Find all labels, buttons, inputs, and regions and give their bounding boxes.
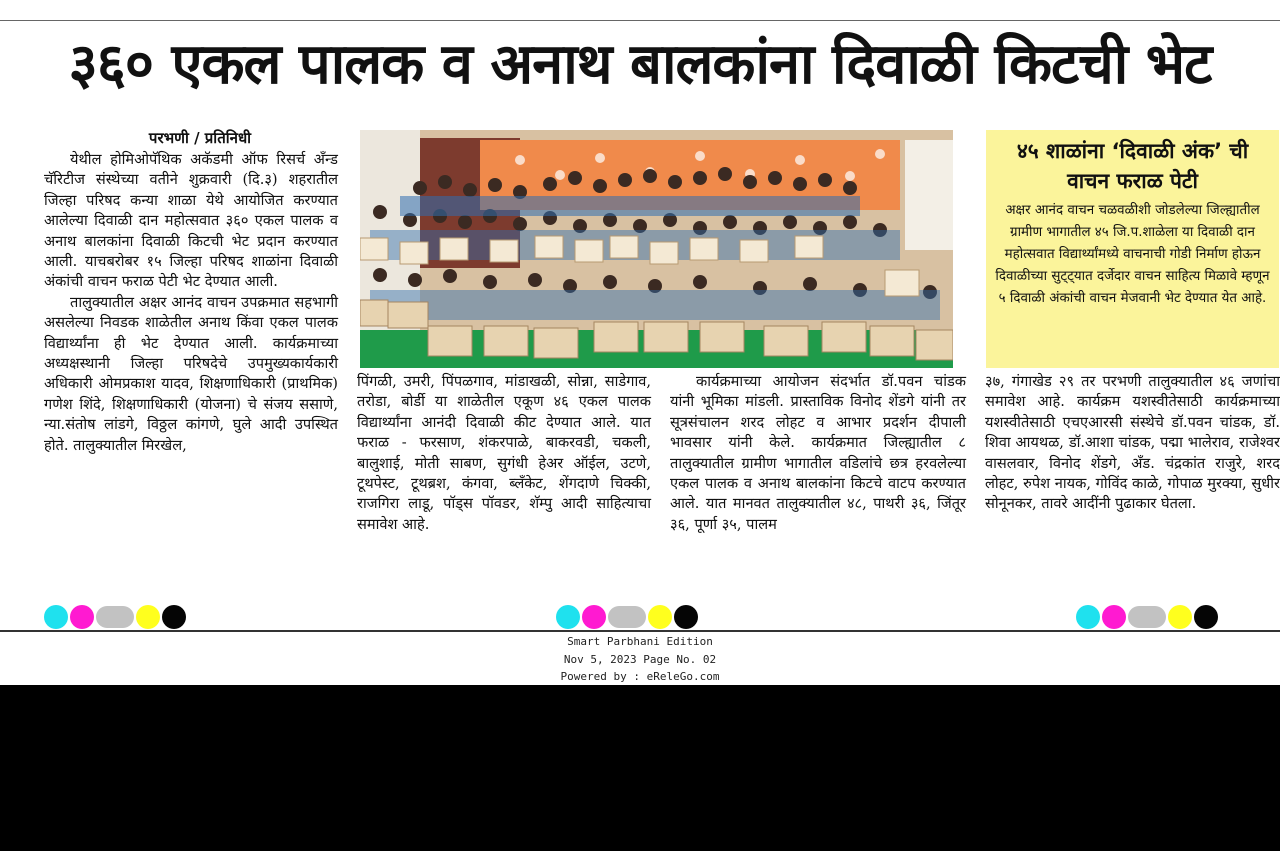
sidebar-boxout	[986, 130, 1279, 368]
magenta-mark	[70, 605, 94, 629]
edition-footer	[0, 633, 1280, 686]
paragraph: येथील होमिओपॅथिक अकॅडमी ऑफ रिसर्च अँन्ड चॅरिटीज संस्थेच्या वतीने शुक्रवारी (दि.३) शहरातील जिल्हा परिषद कन्या शाळा येथे आयोजित करण्यात आलेल्या दिवाळी दान महोत्सवात ३६० एकल पालक व अनाथ बालकांना दिवाळी किटची भेट प्रदान करण्यात आली. याचबरोबर १५ जिल्हा परिषद शाळांना दिवाळी अंकांची वाचन फराळ पेटी भेट देण्यात आली.	[44, 151, 338, 291]
boxout-title-line: वाचन फराळ पेटी	[1067, 169, 1198, 193]
boxout-body: अक्षर आनंद वाचन चळवळीशी जोडलेल्या जिल्ह्यातील ग्रामीण भागातील ४५ जि.प.शाळेला या दिवाळी दान महोत्सवात विद्यार्थ्यांमध्ये वाचनाची गोडी निर्माण होऊन दिवाळीच्या सुट्ट्यात दर्जेदार वाचन साहित्य मिळावे म्हणून ५ दिवाळी अंकांची वाचन मेजवानी भेट देण्यात येत आहे.	[995, 203, 1270, 306]
cyan-mark	[1076, 605, 1100, 629]
group-photo-illustration	[360, 130, 953, 368]
edition-name: Smart Parbhani Edition	[567, 635, 713, 648]
article-column-3	[670, 372, 966, 535]
cyan-mark	[44, 605, 68, 629]
black-mark	[674, 605, 698, 629]
bottom-rule	[0, 630, 1280, 632]
paragraph: कार्यक्रमाच्या आयोजन संदर्भात डॉ.पवन चांडक यांनी भूमिका मांडली. प्रास्ताविक विनोद शेंडगे यांनी तर सूत्रसंचालन शरद लोहट व आभार प्रदर्शन दीपाली भावसार यांनी केले. कार्यक्रमात जिल्ह्यातील ८ तालुक्यातील ग्रामीण भागातील वडिलांचे छत्र हरवलेल्या एकल पालक व अनाथ बालकांना किटचे वाटप करण्यात आले. यात मानवत तालुक्यातील ४८, पाथरी ३६, जिंतूर ३६, पूर्णा ३५, पालम	[670, 373, 966, 533]
paragraph: तालुक्यातील अक्षर आनंद वाचन उपक्रमात सहभागी असलेल्या निवडक शाळेतील अनाथ किंवा एकल पालक विद्यार्थ्यांना ही भेट देण्यात आली. कार्यक्रमाच्या अध्यक्षस्थानी जिल्हा परिषदेचे उपमुख्यकार्यकारी अधिकारी ओमप्रकाश यादव, शिक्षणाधिकारी (प्राथमिक) गणेश शिंदे, शिक्षणाधिकारी (योजना) चे संजय ससाणे, न्या.संतोष लांडगे, विठ्ठल कांगणे, घुले आदी उपस्थित होते. तालुक्यातील मिरखेल,	[44, 293, 338, 454]
boxout-title	[986, 136, 1279, 196]
grey-mark	[608, 606, 646, 628]
registration-marks-right	[1076, 604, 1218, 630]
black-mark	[1194, 605, 1218, 629]
edition-date-page: Nov 5, 2023 Page No. 02	[563, 652, 717, 666]
dateline: परभणी / प्रतिनिधी	[148, 129, 252, 147]
magenta-mark	[1102, 605, 1126, 629]
yellow-mark	[648, 605, 672, 629]
black-mark	[162, 605, 186, 629]
article-column-1	[44, 150, 338, 456]
headline: ३६० एकल पालक व अनाथ बालकांना दिवाळी किटची भेट	[68, 32, 1212, 97]
yellow-mark	[136, 605, 160, 629]
registration-marks-left	[44, 604, 186, 630]
magenta-mark	[582, 605, 606, 629]
paragraph: पिंगळी, उमरी, पिंपळगाव, मांडाखळी, सोन्ना, साडेगाव, तरोडा, बोर्डी या शाळेतील एकूण ४६ एकल पालक विद्यार्थ्यांना आनंदी दिवाळी कीट देण्यात आले. यात फराळ - फरसाण, शंकरपाळे, बाकरवडी, चकली, बालुशाई, मोती साबण, सुगंधी हेअर ऑईल, उटणे, टूथपेस्ट, टूथब्रश, कंगवा, ब्लँकेट, शेंगदाणे चिक्की, राजगिरा लाडू, पॉड्स पॉवडर, शॅम्पु आदी साहित्याचा समावेश आहे.	[357, 373, 651, 533]
article-column-2	[357, 372, 651, 535]
article-column-4	[985, 372, 1280, 515]
powered-by-link[interactable]: Powered by : eReleGo.com	[560, 670, 720, 683]
grey-mark	[96, 606, 134, 628]
top-rule	[0, 20, 1280, 21]
paragraph: ३७, गंगाखेड २९ तर परभणी तालुक्यातील ४६ जणांचा समावेश आहे. कार्यक्रम यशस्वीतेसाठी कार्यक्रमाच्या यशस्वीतेसाठी एचएआरसी संस्थेचे डॉ.पवन चांडक, डॉ. शिवा आयथळ, डॉ.आशा चांडक, पद्मा भालेराव, राजेश्वर वासलवार, विनोद शेंडगे, अँड. चंद्रकांत राजुरे, शरद लोहट, रुपेश नायक, गोविंद काळे, गोपाळ मुरक्या, सुधीर सोनूनकर, तावरे आदींनी पुढाकार घेतला.	[985, 373, 1280, 513]
yellow-mark	[1168, 605, 1192, 629]
registration-marks-center	[556, 604, 698, 630]
event-photo	[360, 130, 953, 368]
cyan-mark	[556, 605, 580, 629]
grey-mark	[1128, 606, 1166, 628]
boxout-title-line: ४५ शाळांना ‘दिवाळी अंक’ ची	[1016, 139, 1249, 163]
